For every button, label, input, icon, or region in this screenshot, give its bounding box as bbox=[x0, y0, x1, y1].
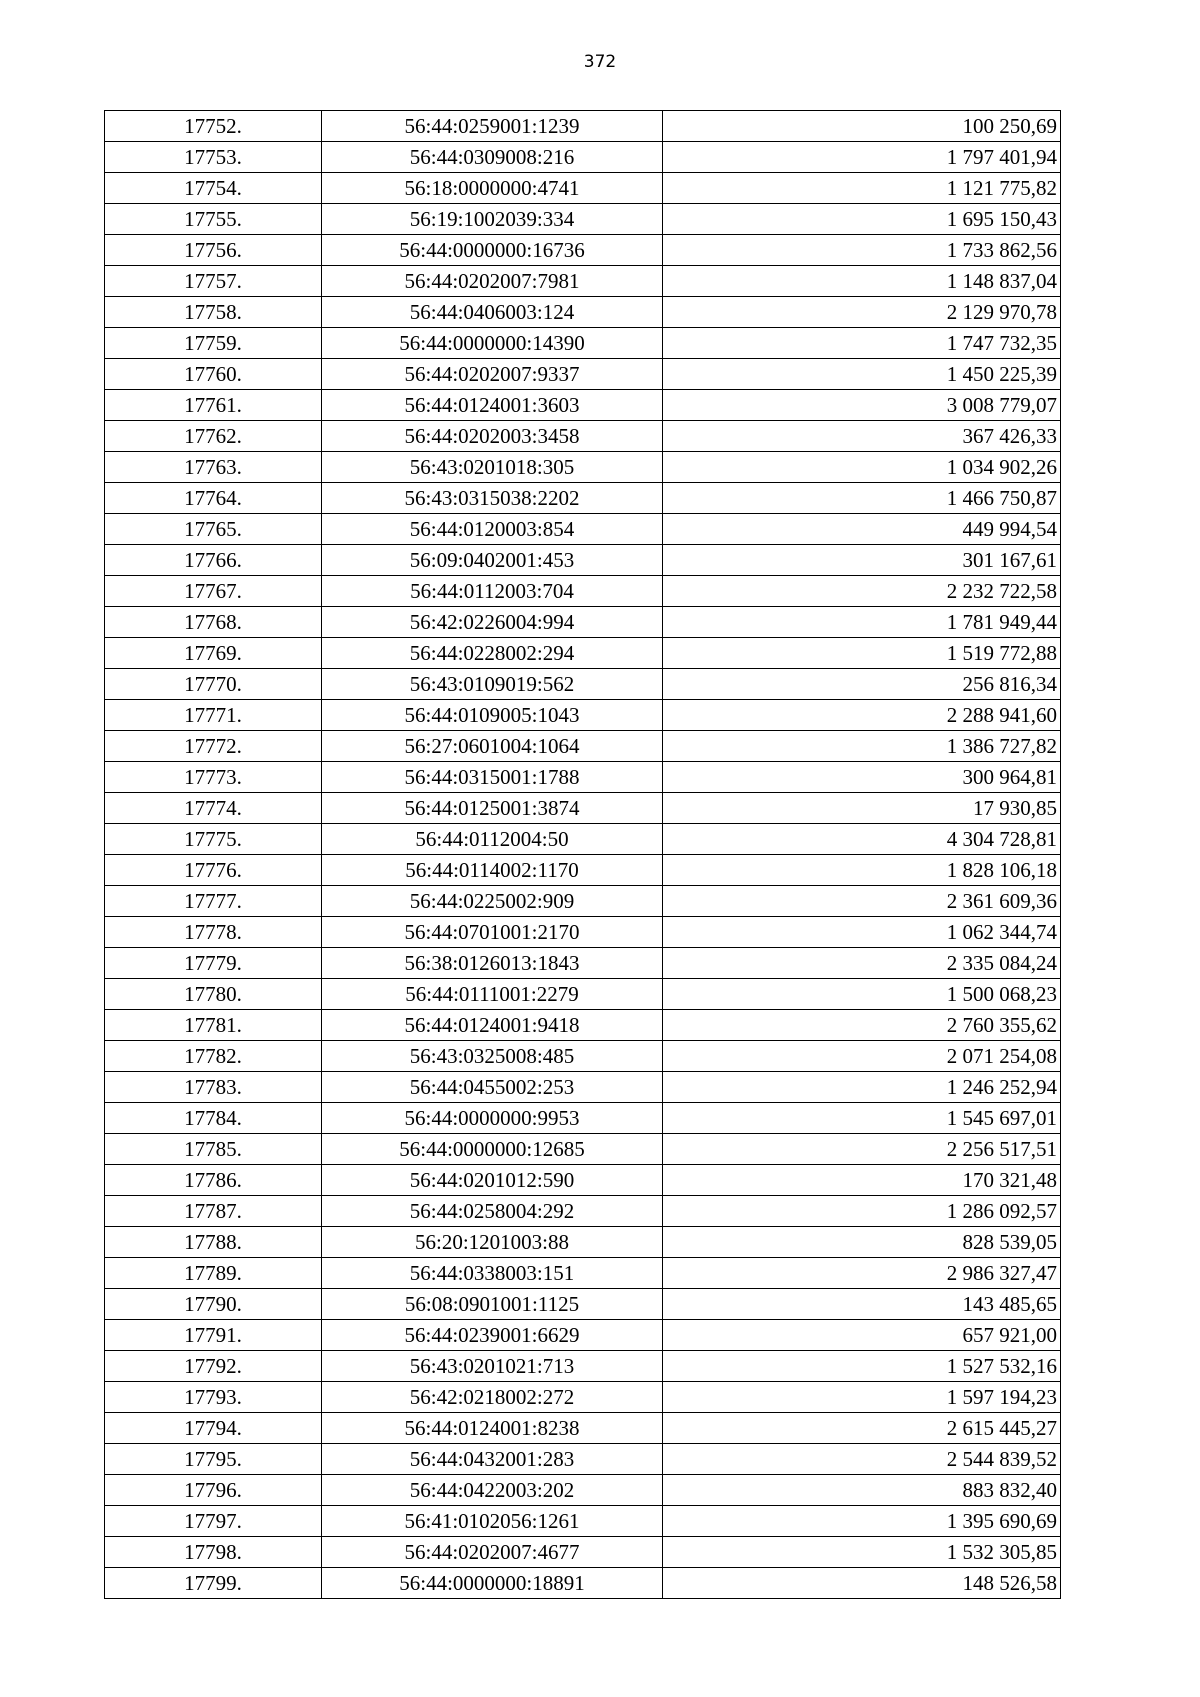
cadastral-number-cell: 56:44:0000000:9953 bbox=[322, 1103, 663, 1134]
table-row bbox=[105, 1537, 1061, 1568]
cadastral-number-cell: 56:44:0239001:6629 bbox=[322, 1320, 663, 1351]
cadastral-value-cell: 3 008 779,07 bbox=[663, 390, 1061, 421]
cadastral-value-cell: 1 828 106,18 bbox=[663, 855, 1061, 886]
row-number-cell: 17794. bbox=[105, 1413, 322, 1444]
cadastral-value-cell: 1 695 150,43 bbox=[663, 204, 1061, 235]
cadastral-number-cell: 56:44:0000000:14390 bbox=[322, 328, 663, 359]
table-row bbox=[105, 359, 1061, 390]
row-number-cell: 17758. bbox=[105, 297, 322, 328]
cadastral-value-cell: 2 071 254,08 bbox=[663, 1041, 1061, 1072]
cadastral-number-cell: 56:44:0455002:253 bbox=[322, 1072, 663, 1103]
row-number-cell: 17756. bbox=[105, 235, 322, 266]
row-number-cell: 17777. bbox=[105, 886, 322, 917]
table-body bbox=[105, 111, 1061, 1599]
cadastral-value-cell: 2 256 517,51 bbox=[663, 1134, 1061, 1165]
cadastral-value-cell: 2 361 609,36 bbox=[663, 886, 1061, 917]
table-row bbox=[105, 1382, 1061, 1413]
cadastral-value-cell: 1 386 727,82 bbox=[663, 731, 1061, 762]
table-row bbox=[105, 793, 1061, 824]
cadastral-number-cell: 56:44:0112004:50 bbox=[322, 824, 663, 855]
cadastral-number-cell: 56:44:0000000:18891 bbox=[322, 1568, 663, 1599]
cadastral-number-cell: 56:44:0202007:9337 bbox=[322, 359, 663, 390]
cadastral-number-cell: 56:44:0422003:202 bbox=[322, 1475, 663, 1506]
table-row bbox=[105, 1041, 1061, 1072]
cadastral-value-cell: 100 250,69 bbox=[663, 111, 1061, 142]
cadastral-number-cell: 56:09:0402001:453 bbox=[322, 545, 663, 576]
table-row bbox=[105, 1010, 1061, 1041]
row-number-cell: 17785. bbox=[105, 1134, 322, 1165]
row-number-cell: 17778. bbox=[105, 917, 322, 948]
table-row bbox=[105, 142, 1061, 173]
cadastral-value-cell: 17 930,85 bbox=[663, 793, 1061, 824]
table-row bbox=[105, 1258, 1061, 1289]
cadastral-number-cell: 56:43:0325008:485 bbox=[322, 1041, 663, 1072]
table-row bbox=[105, 173, 1061, 204]
cadastral-number-cell: 56:44:0225002:909 bbox=[322, 886, 663, 917]
cadastral-value-cell: 1 286 092,57 bbox=[663, 1196, 1061, 1227]
row-number-cell: 17769. bbox=[105, 638, 322, 669]
cadastral-number-cell: 56:44:0125001:3874 bbox=[322, 793, 663, 824]
table-row bbox=[105, 855, 1061, 886]
row-number-cell: 17788. bbox=[105, 1227, 322, 1258]
row-number-cell: 17793. bbox=[105, 1382, 322, 1413]
table-row bbox=[105, 1134, 1061, 1165]
cadastral-value-cell: 2 288 941,60 bbox=[663, 700, 1061, 731]
table-row bbox=[105, 1103, 1061, 1134]
row-number-cell: 17752. bbox=[105, 111, 322, 142]
table-row bbox=[105, 1444, 1061, 1475]
cadastral-value-cell: 2 615 445,27 bbox=[663, 1413, 1061, 1444]
row-number-cell: 17775. bbox=[105, 824, 322, 855]
cadastral-number-cell: 56:44:0202003:3458 bbox=[322, 421, 663, 452]
table-row bbox=[105, 1568, 1061, 1599]
cadastral-value-cell: 1 519 772,88 bbox=[663, 638, 1061, 669]
table-row bbox=[105, 297, 1061, 328]
table-row bbox=[105, 328, 1061, 359]
table-row bbox=[105, 545, 1061, 576]
row-number-cell: 17790. bbox=[105, 1289, 322, 1320]
row-number-cell: 17780. bbox=[105, 979, 322, 1010]
row-number-cell: 17799. bbox=[105, 1568, 322, 1599]
row-number-cell: 17757. bbox=[105, 266, 322, 297]
cadastral-number-cell: 56:44:0120003:854 bbox=[322, 514, 663, 545]
cadastral-value-cell: 1 395 690,69 bbox=[663, 1506, 1061, 1537]
row-number-cell: 17768. bbox=[105, 607, 322, 638]
cadastral-number-cell: 56:44:0202007:7981 bbox=[322, 266, 663, 297]
cadastral-number-cell: 56:08:0901001:1125 bbox=[322, 1289, 663, 1320]
table-row bbox=[105, 1351, 1061, 1382]
cadastral-number-cell: 56:44:0000000:16736 bbox=[322, 235, 663, 266]
cadastral-value-cell: 300 964,81 bbox=[663, 762, 1061, 793]
cadastral-number-cell: 56:44:0315001:1788 bbox=[322, 762, 663, 793]
row-number-cell: 17761. bbox=[105, 390, 322, 421]
table-row bbox=[105, 204, 1061, 235]
table-row bbox=[105, 1165, 1061, 1196]
cadastral-number-cell: 56:44:0109005:1043 bbox=[322, 700, 663, 731]
cadastral-value-cell: 449 994,54 bbox=[663, 514, 1061, 545]
row-number-cell: 17783. bbox=[105, 1072, 322, 1103]
table-row bbox=[105, 979, 1061, 1010]
row-number-cell: 17753. bbox=[105, 142, 322, 173]
table-row bbox=[105, 266, 1061, 297]
cadastral-value-cell: 2 232 722,58 bbox=[663, 576, 1061, 607]
cadastral-number-cell: 56:44:0432001:283 bbox=[322, 1444, 663, 1475]
row-number-cell: 17792. bbox=[105, 1351, 322, 1382]
row-number-cell: 17789. bbox=[105, 1258, 322, 1289]
cadastral-value-cell: 2 760 355,62 bbox=[663, 1010, 1061, 1041]
cadastral-number-cell: 56:42:0226004:994 bbox=[322, 607, 663, 638]
cadastral-value-cell: 828 539,05 bbox=[663, 1227, 1061, 1258]
cadastral-number-cell: 56:44:0114002:1170 bbox=[322, 855, 663, 886]
cadastral-number-cell: 56:44:0124001:8238 bbox=[322, 1413, 663, 1444]
cadastral-value-cell: 170 321,48 bbox=[663, 1165, 1061, 1196]
row-number-cell: 17782. bbox=[105, 1041, 322, 1072]
table-row bbox=[105, 1475, 1061, 1506]
cadastral-number-cell: 56:44:0259001:1239 bbox=[322, 111, 663, 142]
cadastral-value-cell: 256 816,34 bbox=[663, 669, 1061, 700]
table-row bbox=[105, 669, 1061, 700]
cadastral-value-cell: 1 500 068,23 bbox=[663, 979, 1061, 1010]
row-number-cell: 17770. bbox=[105, 669, 322, 700]
row-number-cell: 17766. bbox=[105, 545, 322, 576]
cadastral-number-cell: 56:18:0000000:4741 bbox=[322, 173, 663, 204]
cadastral-number-cell: 56:44:0112003:704 bbox=[322, 576, 663, 607]
row-number-cell: 17755. bbox=[105, 204, 322, 235]
cadastral-value-cell: 657 921,00 bbox=[663, 1320, 1061, 1351]
cadastral-number-cell: 56:43:0201018:305 bbox=[322, 452, 663, 483]
row-number-cell: 17772. bbox=[105, 731, 322, 762]
cadastral-number-cell: 56:44:0309008:216 bbox=[322, 142, 663, 173]
table-row bbox=[105, 576, 1061, 607]
cadastral-number-cell: 56:43:0109019:562 bbox=[322, 669, 663, 700]
table-row bbox=[105, 1227, 1061, 1258]
cadastral-number-cell: 56:44:0228002:294 bbox=[322, 638, 663, 669]
table-row bbox=[105, 421, 1061, 452]
table-row bbox=[105, 1413, 1061, 1444]
row-number-cell: 17795. bbox=[105, 1444, 322, 1475]
table-row bbox=[105, 762, 1061, 793]
cadastral-number-cell: 56:27:0601004:1064 bbox=[322, 731, 663, 762]
row-number-cell: 17760. bbox=[105, 359, 322, 390]
table-row bbox=[105, 390, 1061, 421]
row-number-cell: 17776. bbox=[105, 855, 322, 886]
cadastral-number-cell: 56:43:0315038:2202 bbox=[322, 483, 663, 514]
cadastral-number-cell: 56:44:0124001:9418 bbox=[322, 1010, 663, 1041]
table-row bbox=[105, 700, 1061, 731]
row-number-cell: 17764. bbox=[105, 483, 322, 514]
cadastral-number-cell: 56:41:0102056:1261 bbox=[322, 1506, 663, 1537]
row-number-cell: 17759. bbox=[105, 328, 322, 359]
cadastral-value-cell: 143 485,65 bbox=[663, 1289, 1061, 1320]
cadastral-value-cell: 1 532 305,85 bbox=[663, 1537, 1061, 1568]
row-number-cell: 17779. bbox=[105, 948, 322, 979]
page-number: 372 bbox=[583, 52, 617, 72]
row-number-cell: 17786. bbox=[105, 1165, 322, 1196]
cadastral-number-cell: 56:44:0338003:151 bbox=[322, 1258, 663, 1289]
cadastral-value-cell: 367 426,33 bbox=[663, 421, 1061, 452]
cadastral-value-cell: 1 246 252,94 bbox=[663, 1072, 1061, 1103]
cadastral-number-cell: 56:44:0202007:4677 bbox=[322, 1537, 663, 1568]
cadastral-value-cell: 1 747 732,35 bbox=[663, 328, 1061, 359]
cadastral-number-cell: 56:38:0126013:1843 bbox=[322, 948, 663, 979]
table-row bbox=[105, 1320, 1061, 1351]
cadastral-number-cell: 56:44:0000000:12685 bbox=[322, 1134, 663, 1165]
row-number-cell: 17754. bbox=[105, 173, 322, 204]
cadastral-number-cell: 56:43:0201021:713 bbox=[322, 1351, 663, 1382]
row-number-cell: 17797. bbox=[105, 1506, 322, 1537]
cadastral-value-cell: 1 781 949,44 bbox=[663, 607, 1061, 638]
cadastral-value-cell: 2 986 327,47 bbox=[663, 1258, 1061, 1289]
table-row bbox=[105, 731, 1061, 762]
table-row bbox=[105, 111, 1061, 142]
row-number-cell: 17784. bbox=[105, 1103, 322, 1134]
cadastral-number-cell: 56:44:0124001:3603 bbox=[322, 390, 663, 421]
cadastral-number-cell: 56:44:0701001:2170 bbox=[322, 917, 663, 948]
cadastral-value-cell: 1 527 532,16 bbox=[663, 1351, 1061, 1382]
cadastral-value-cell: 1 450 225,39 bbox=[663, 359, 1061, 390]
row-number-cell: 17771. bbox=[105, 700, 322, 731]
row-number-cell: 17774. bbox=[105, 793, 322, 824]
cadastral-value-cell: 1 148 837,04 bbox=[663, 266, 1061, 297]
table-row bbox=[105, 1196, 1061, 1227]
cadastral-value-cell: 4 304 728,81 bbox=[663, 824, 1061, 855]
table-row bbox=[105, 638, 1061, 669]
table-row bbox=[105, 235, 1061, 266]
cadastral-number-cell: 56:44:0258004:292 bbox=[322, 1196, 663, 1227]
cadastral-value-cell: 1 034 902,26 bbox=[663, 452, 1061, 483]
cadastral-value-cell: 301 167,61 bbox=[663, 545, 1061, 576]
cadastral-value-table bbox=[104, 110, 1061, 1599]
cadastral-value-cell: 1 062 344,74 bbox=[663, 917, 1061, 948]
cadastral-value-cell: 2 129 970,78 bbox=[663, 297, 1061, 328]
table-row bbox=[105, 483, 1061, 514]
row-number-cell: 17773. bbox=[105, 762, 322, 793]
row-number-cell: 17798. bbox=[105, 1537, 322, 1568]
row-number-cell: 17787. bbox=[105, 1196, 322, 1227]
row-number-cell: 17762. bbox=[105, 421, 322, 452]
table-row bbox=[105, 1506, 1061, 1537]
cadastral-value-cell: 1 545 697,01 bbox=[663, 1103, 1061, 1134]
cadastral-number-cell: 56:20:1201003:88 bbox=[322, 1227, 663, 1258]
table-row bbox=[105, 452, 1061, 483]
cadastral-value-cell: 1 797 401,94 bbox=[663, 142, 1061, 173]
cadastral-value-cell: 883 832,40 bbox=[663, 1475, 1061, 1506]
cadastral-value-cell: 1 466 750,87 bbox=[663, 483, 1061, 514]
table-row bbox=[105, 824, 1061, 855]
table-row bbox=[105, 1072, 1061, 1103]
row-number-cell: 17763. bbox=[105, 452, 322, 483]
table-row bbox=[105, 948, 1061, 979]
cadastral-value-cell: 148 526,58 bbox=[663, 1568, 1061, 1599]
table-row bbox=[105, 1289, 1061, 1320]
cadastral-number-cell: 56:44:0201012:590 bbox=[322, 1165, 663, 1196]
cadastral-number-cell: 56:19:1002039:334 bbox=[322, 204, 663, 235]
cadastral-value-cell: 1 121 775,82 bbox=[663, 173, 1061, 204]
cadastral-value-cell: 1 597 194,23 bbox=[663, 1382, 1061, 1413]
cadastral-value-cell: 1 733 862,56 bbox=[663, 235, 1061, 266]
table-row bbox=[105, 607, 1061, 638]
cadastral-number-cell: 56:44:0406003:124 bbox=[322, 297, 663, 328]
table-row bbox=[105, 514, 1061, 545]
cadastral-number-cell: 56:42:0218002:272 bbox=[322, 1382, 663, 1413]
row-number-cell: 17796. bbox=[105, 1475, 322, 1506]
row-number-cell: 17765. bbox=[105, 514, 322, 545]
row-number-cell: 17791. bbox=[105, 1320, 322, 1351]
table-row bbox=[105, 886, 1061, 917]
cadastral-number-cell: 56:44:0111001:2279 bbox=[322, 979, 663, 1010]
cadastral-value-cell: 2 544 839,52 bbox=[663, 1444, 1061, 1475]
row-number-cell: 17767. bbox=[105, 576, 322, 607]
row-number-cell: 17781. bbox=[105, 1010, 322, 1041]
table-row bbox=[105, 917, 1061, 948]
cadastral-value-cell: 2 335 084,24 bbox=[663, 948, 1061, 979]
